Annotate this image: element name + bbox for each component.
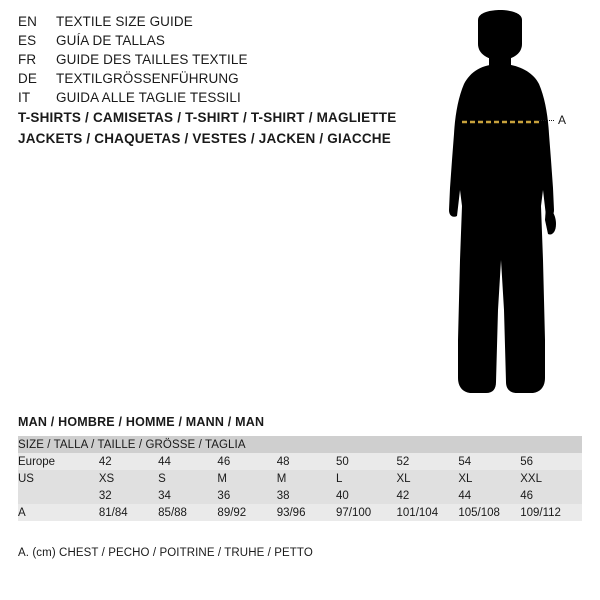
language-text: TEXTILE SIZE GUIDE — [56, 14, 193, 29]
row-cell: 56 — [520, 453, 582, 470]
category-jackets: JACKETS / CHAQUETAS / VESTES / JACKEN / GIACCHE — [18, 131, 391, 146]
category-list — [18, 110, 418, 152]
language-row — [18, 14, 378, 33]
row-cell: 109/112 — [520, 504, 582, 521]
row-cell: S — [158, 470, 217, 487]
row-cell: L — [336, 470, 397, 487]
row-cell: 46 — [520, 487, 582, 504]
table-title: MAN / HOMBRE / HOMME / MANN / MAN — [18, 415, 265, 429]
row-label: US — [18, 470, 99, 487]
row-label: Europe — [18, 453, 99, 470]
language-text: GUIDE DES TAILLES TEXTILE — [56, 52, 248, 67]
table-row — [18, 487, 582, 504]
measure-leader-line — [538, 120, 554, 121]
row-cell: 32 — [99, 487, 158, 504]
language-code: ES — [18, 33, 37, 48]
language-row — [18, 52, 378, 71]
row-cell: 89/92 — [217, 504, 276, 521]
category-tshirts: T-SHIRTS / CAMISETAS / T-SHIRT / T-SHIRT / MAGLIETTE — [18, 110, 397, 125]
language-code: EN — [18, 14, 37, 29]
row-cell: 48 — [277, 453, 336, 470]
footnote-chest-measure: A. (cm) CHEST / PECHO / POITRINE / TRUHE / PETTO — [18, 547, 313, 559]
male-silhouette-figure — [400, 10, 600, 410]
table-row — [18, 504, 582, 521]
language-row — [18, 33, 378, 52]
row-cell: XXL — [520, 470, 582, 487]
measure-label-a: A — [558, 113, 567, 127]
row-cell: 97/100 — [336, 504, 397, 521]
row-cell: 54 — [458, 453, 520, 470]
language-code: DE — [18, 71, 37, 86]
row-cell: 42 — [397, 487, 459, 504]
table-header-row — [18, 436, 582, 453]
language-row — [18, 90, 378, 109]
table-row — [18, 470, 582, 487]
row-cell: 42 — [99, 453, 158, 470]
row-cell: 36 — [217, 487, 276, 504]
size-table — [18, 436, 582, 521]
row-cell: 38 — [277, 487, 336, 504]
row-cell: 101/104 — [397, 504, 459, 521]
table-row — [18, 453, 582, 470]
language-text: TEXTILGRÖSSENFÜHRUNG — [56, 71, 239, 86]
language-code: IT — [18, 90, 31, 105]
row-cell: XL — [458, 470, 520, 487]
table-header-label: SIZE / TALLA / TAILLE / GRÖSSE / TAGLIA — [18, 436, 582, 453]
size-table-section — [18, 415, 582, 521]
row-cell: 34 — [158, 487, 217, 504]
row-cell: 50 — [336, 453, 397, 470]
row-cell: XL — [397, 470, 459, 487]
language-text: GUIDA ALLE TAGLIE TESSILI — [56, 90, 241, 105]
language-text: GUÍA DE TALLAS — [56, 33, 165, 48]
row-label: A — [18, 504, 99, 521]
row-cell: 52 — [397, 453, 459, 470]
language-row — [18, 71, 378, 90]
row-cell: 93/96 — [277, 504, 336, 521]
row-cell: 85/88 — [158, 504, 217, 521]
row-cell: 44 — [458, 487, 520, 504]
row-label — [18, 487, 99, 504]
row-cell: 46 — [217, 453, 276, 470]
row-cell: M — [277, 470, 336, 487]
silhouette-icon — [400, 10, 600, 410]
row-cell: M — [217, 470, 276, 487]
row-cell: 44 — [158, 453, 217, 470]
row-cell: XS — [99, 470, 158, 487]
language-code: FR — [18, 52, 37, 67]
row-cell: 81/84 — [99, 504, 158, 521]
row-cell: 40 — [336, 487, 397, 504]
row-cell: 105/108 — [458, 504, 520, 521]
language-list — [18, 14, 378, 109]
